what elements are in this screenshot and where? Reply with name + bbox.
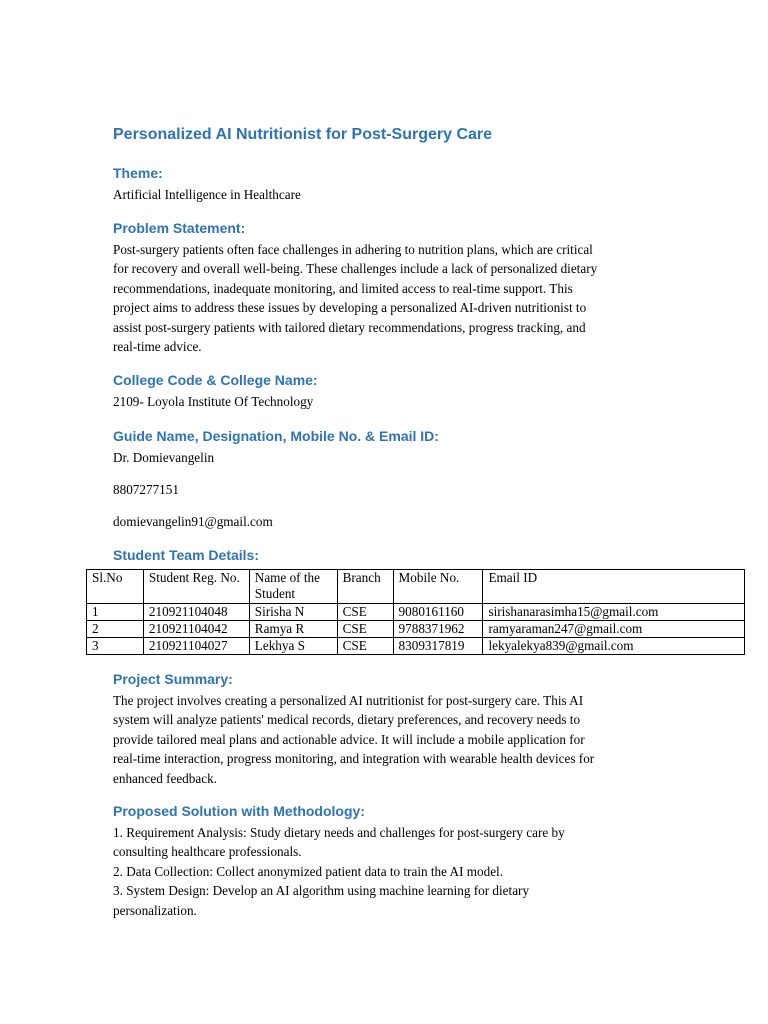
table-cell: Lekhya S <box>249 638 337 655</box>
summary-paragraph <box>113 691 673 788</box>
guide-heading: Guide Name, Designation, Mobile No. & Email ID: <box>113 428 439 444</box>
guide-name: Dr. Domievangelin <box>113 450 215 465</box>
solution-heading: Proposed Solution with Methodology: <box>113 803 365 819</box>
paragraph-line: recommendations, inadequate monitoring, and limited access to real-time support. This <box>113 280 573 296</box>
college-text: 2109- Loyola Institute Of Technology <box>113 394 314 409</box>
table-row <box>87 638 745 655</box>
table-cell: lekyalekya839@gmail.com <box>483 638 745 655</box>
guide-email: domievangelin91@gmail.com <box>113 514 273 529</box>
paragraph-line: enhanced feedback. <box>113 770 217 786</box>
paragraph-line: Post-surgery patients often face challenges in adhering to nutrition plans, which are critical <box>113 242 593 257</box>
table-cell: Sirisha N <box>249 604 337 621</box>
table-cell: CSE <box>337 638 393 655</box>
table-cell: 8309317819 <box>393 638 483 655</box>
college-heading: College Code & College Name: <box>113 372 318 388</box>
methodology-line: 1. Requirement Analysis: Study dietary needs and challenges for post-surgery care by <box>113 825 565 840</box>
paragraph-line: for recovery and overall well-being. These challenges include a lack of personalized dietary <box>113 261 598 277</box>
methodology-line: 2. Data Collection: Collect anonymized patient data to train the AI model. <box>113 863 504 879</box>
paragraph-line: system will analyze patients' medical records, dietary preferences, and recovery needs to <box>113 712 581 728</box>
solution-list <box>113 823 673 920</box>
table-row <box>87 621 745 638</box>
column-header: Student Reg. No. <box>143 570 249 604</box>
paragraph-line: real-time advice. <box>113 339 202 355</box>
paragraph-line: assist post-surgery patients with tailored dietary recommendations, progress tracking, and <box>113 319 586 335</box>
table-cell: 3 <box>87 638 144 655</box>
table-header-row <box>87 570 745 604</box>
summary-heading: Project Summary: <box>113 671 233 687</box>
table-cell: sirishanarasimha15@gmail.com <box>483 604 745 621</box>
table-cell: 210921104027 <box>143 638 249 655</box>
table-cell: 1 <box>87 604 144 621</box>
team-heading: Student Team Details: <box>113 547 259 563</box>
table-row <box>87 604 745 621</box>
column-header: Name of the Student <box>249 570 337 604</box>
table-cell: 9080161160 <box>393 604 483 621</box>
table-cell: ramyaraman247@gmail.com <box>483 621 745 638</box>
methodology-line: 3. System Design: Develop an AI algorithm using machine learning for dietary <box>113 883 530 899</box>
table-cell: 2 <box>87 621 144 638</box>
methodology-line: personalization. <box>113 902 197 918</box>
column-header: Sl.No <box>87 570 144 604</box>
column-header: Email ID <box>483 570 745 604</box>
table-cell: CSE <box>337 604 393 621</box>
paragraph-line: project aims to address these issues by developing a personalized AI-driven nutritionist to <box>113 300 587 316</box>
column-header: Mobile No. <box>393 570 483 604</box>
table-cell: Ramya R <box>249 621 337 638</box>
table-cell: 210921104048 <box>143 604 249 621</box>
paragraph-line: The project involves creating a personalized AI nutritionist for post-surgery care. This AI <box>113 693 584 708</box>
column-header: Branch <box>337 570 393 604</box>
table-cell: CSE <box>337 621 393 638</box>
paragraph-line: provide tailored meal plans and actionable advice. It will include a mobile application for <box>113 731 585 747</box>
theme-heading: Theme: <box>113 165 163 181</box>
problem-heading: Problem Statement: <box>113 220 246 236</box>
table-cell: 9788371962 <box>393 621 483 638</box>
paragraph-line: real-time interaction, progress monitoring, and integration with wearable health devices for <box>113 751 595 767</box>
methodology-line: consulting healthcare professionals. <box>113 844 302 860</box>
document-title: Personalized AI Nutritionist for Post-Surgery Care <box>113 126 493 143</box>
team-table <box>86 569 745 655</box>
guide-mobile: 8807277151 <box>113 482 179 497</box>
problem-paragraph <box>113 240 673 356</box>
table-cell: 210921104042 <box>143 621 249 638</box>
theme-text: Artificial Intelligence in Healthcare <box>113 187 301 202</box>
